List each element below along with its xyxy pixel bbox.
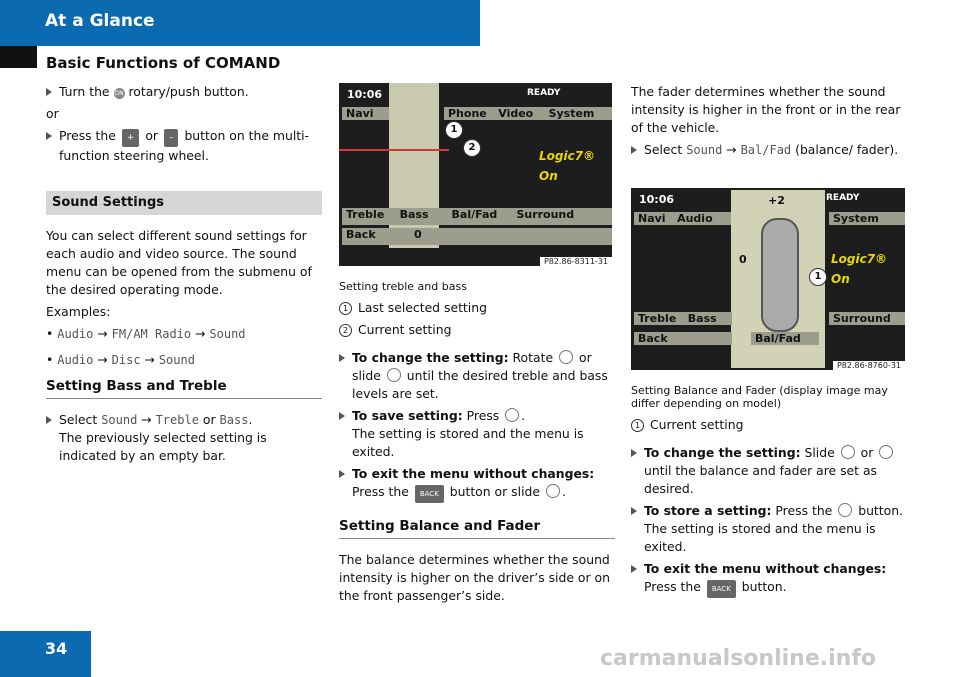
step-change: To change the setting: Rotate or slide until the desired treble and bass levels are set. [339,349,615,403]
example-2: • Audio → Disc → Sound [46,352,195,367]
slide-icon [546,484,560,498]
step-press: Press the + or – button on the multi-function steering wheel. [46,127,322,165]
balance-fader-heading: Setting Balance and Fader [339,517,615,539]
plus-button-icon: + [122,129,140,147]
left-column [46,83,322,469]
press-icon [505,408,519,422]
step-store: To store a setting: Press the button. The setting is stored and the menu is exited. [631,502,909,556]
right-column-top [631,83,909,163]
back-button-icon: BACK [415,485,444,503]
legend-current: 1 Current setting [631,416,909,434]
sound-settings-heading: Sound Settings [46,191,322,215]
rotate-icon [559,350,573,364]
step-exit: To exit the menu without changes: Press the BACK button or slide . [339,465,615,503]
step-select: Select Sound → Treble or Bass. The previously selected setting is indicated by an empty bar. [46,411,322,465]
section-title: At a Glance [45,11,155,31]
examples-label: Examples: [46,304,111,319]
intro-text: You can select different sound settings for each audio and video source. The sound menu can be opened from the submenu of the desired operating mode. [46,228,312,297]
or-text: or [46,106,59,121]
fader-text: The fader determines whether the sound intensity is higher in the front or in the rear of the vehicle. [631,84,901,135]
minus-button-icon: – [164,129,179,147]
screen-balance-fader: 10:06 READY Navi Audio System +2 0 Logic7® On Treble Bass Surround Back Bal/Fad P82.86-8760-31 1 [631,188,905,370]
callout-2: 2 [463,139,481,157]
step-exit-balance: To exit the menu without changes: Press the BACK button. [631,560,909,598]
back-button-icon: BACK [707,580,736,598]
slide-icon [879,445,893,459]
balance-text: The balance determines whether the sound intensity is higher on the driver’s side or on the front passenger’s side. [339,552,610,603]
step-turn: Turn the ON rotary/push button. [46,83,322,101]
example-1: • Audio → FM/AM Radio → Sound [46,326,246,341]
page-number: 34 [45,639,68,658]
screen-treble-bass: 10:06 READY Navi Phone Video System Logic7® On Treble Bass Bal/Fad Surround Back 0 P82.86-8311-31 1 2 [339,83,612,266]
watermark: carmanualsonline.info [600,646,876,671]
middle-column [339,274,615,609]
legend-2: 2 Current setting [339,321,615,339]
step-save: To save setting: Press . The setting is stored and the menu is exited. [339,407,615,461]
page-subtitle: Basic Functions of COMAND [46,54,281,72]
slide-icon [387,368,401,382]
press-icon [838,503,852,517]
step-select-balfad: Select Sound → Bal/Fad (balance/ fader). [631,141,909,159]
callout-1: 1 [445,121,463,139]
slide-icon [841,445,855,459]
right-column-bottom [631,378,909,602]
on-button-icon: ON [114,90,124,97]
caption-balance-fader: Setting Balance and Fader (display image may differ depending on model) [631,384,888,410]
legend-1: 1 Last selected setting [339,299,615,317]
bass-treble-heading: Setting Bass and Treble [46,377,322,399]
callout-1: 1 [809,268,827,286]
step-change-balance: To change the setting: Slide or until the balance and fader are set as desired. [631,444,909,498]
header-marker [0,46,37,68]
caption-treble-bass: Setting treble and bass [339,280,467,293]
